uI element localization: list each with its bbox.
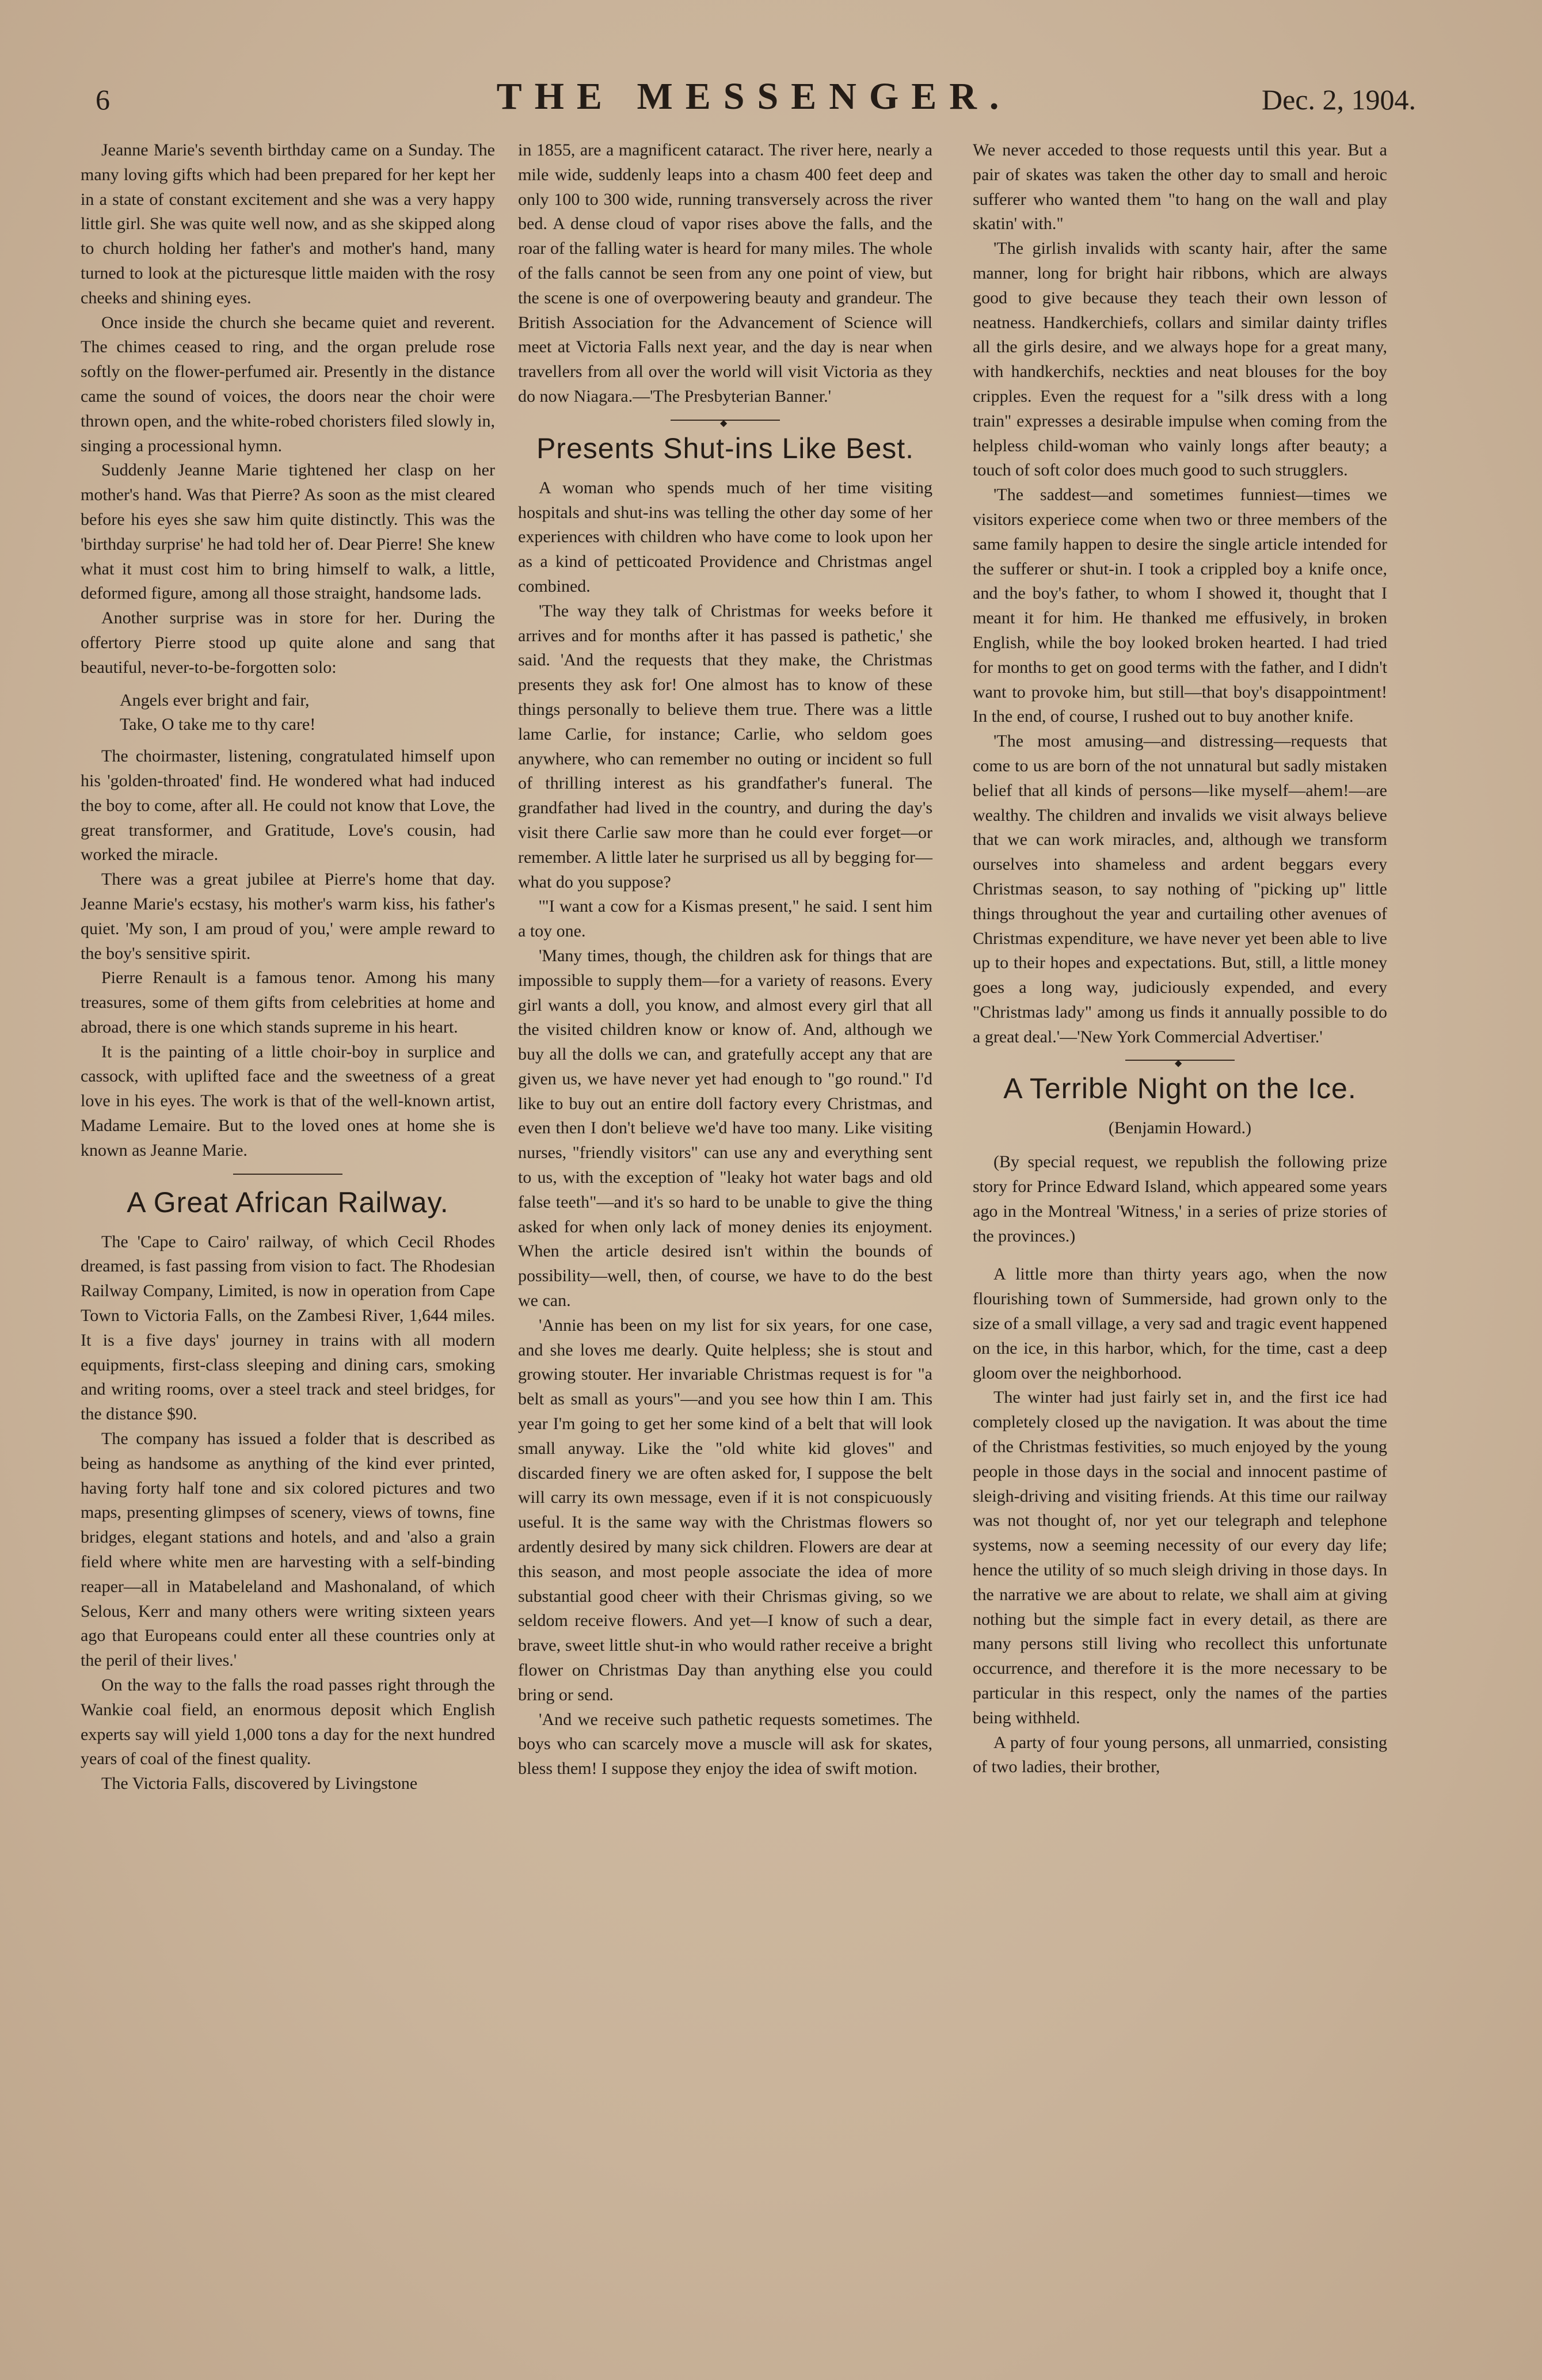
page-header [92, 75, 1416, 121]
section-divider [233, 1174, 342, 1175]
article-heading: A Great African Railway. [127, 1186, 449, 1218]
article-heading: A Terrible Night on the Ice. [1003, 1072, 1357, 1105]
paragraph: Pierre Renault is a famous tenor. Among his many treasures, some of them gifts from celebrities at home and abroad, there is one which stands supreme in his heart. [81, 968, 495, 1037]
paragraph: 'And we receive such pathetic requests sometimes. The boys who can scarcely move a muscle will ask for skates, bless them! I suppose they enjoy the idea of swift motion. [518, 1709, 932, 1779]
paragraph: A party of four young persons, all unmarried, consisting of two ladies, their brother, [973, 1732, 1387, 1777]
paragraph: The choirmaster, listening, congratulated himself upon his 'golden-throated' find. He wondered what had induced the boy to come, after all. He could not know that Love, the great transformer, and Gratitude, Love's cousin, had worked the miracle. [81, 747, 495, 865]
paragraph: The 'Cape to Cairo' railway, of which Cecil Rhodes dreamed, is fast passing from vision to fact. The Rhodesian Railway Company, Limited, is now in operation from Cape Town to Victoria Falls, on the Zambesi River, 1,644 miles. It is a five days' journey in trains with all modern equipments, first-class sleeping and dining cars, smoking and writing rooms, over a steel track and steel bridges, for the distance $90. [81, 1232, 495, 1424]
article-heading: Presents Shut-ins Like Best. [536, 432, 915, 464]
paragraph: A woman who spends much of her time visiting hospitals and shut-ins was telling the other day some of her experiences with children who have come to look upon her as a kind of petticoated Providence and Christmas angel combined. [518, 478, 932, 596]
column-3 [973, 138, 1387, 1780]
paragraph: 'Many times, though, the children ask for things that are impossible to supply them—for a variety of reasons. Every girl wants a doll, you know, and almost every girl that all the visited children know or know of. And, although we buy all the dolls we can, and gratefully accept any that are given us, we have never yet had enough to "go round." I'd like to buy out an entire doll factory every Christmas, and even then I don't believe we'd have too many. Like visiting nurses, "friendly visitors" can use any and everything sent to us, with the exception of "leaky hot water bags and old false teeth"—and it's so hard to be unable to give the thing asked for when only lack of money denies its enjoyment. When the article desired isn't within the bounds of possibility—well, then, of course, we have to do the best we can. [518, 946, 932, 1311]
paragraph: '"I want a cow for a Kismas present," he said. I sent him a toy one. [518, 897, 932, 941]
paragraph: 'The saddest—and sometimes funniest—times we visitors experiece come when two or three members of the same family happen to desire the single article intended for the sufferer or shut-in. I took a crippled boy a knife once, and the boy's father, to whom I showed it, thought that I meant it for him. He thanked me effusively, in broken English, while the boy looked broken hearted. I had tried for months to get on good terms with the father, and I didn't want to provoke him, but still—that boy's disappointment! In the end, of course, I rushed out to buy another knife. [973, 485, 1387, 726]
issue-date: Dec. 2, 1904. [1262, 83, 1416, 116]
paragraph: We never acceded to those requests until this year. But a pair of skates was taken the other day to small and heroic sufferer who wanted them "to hang on the wall and play skatin' with." [973, 140, 1387, 234]
paragraph: Suddenly Jeanne Marie tightened her clasp on her mother's hand. Was that Pierre? As soon as the mist cleared before his eyes she saw him quite distinctly. This was the 'birthday surprise' he had told her of. Dear Pierre! She knew what it must cost him to bring himself to walk, a little, deformed figure, among all those straight, handsome lads. [81, 460, 495, 603]
paragraph: It is the painting of a little choir-boy in surplice and cassock, with uplifted face and the sweetness of a great love in his eyes. The work is that of the well-known artist, Madame Lemaire. But to the loved ones at home she is known as Jeanne Marie. [81, 1042, 495, 1160]
masthead: THE MESSENGER. [496, 75, 1012, 117]
verse-line: Take, O take me to thy care! [120, 715, 316, 734]
section-divider [671, 420, 780, 421]
paragraph: Another surprise was in store for her. During the offertory Pierre stood up quite alone and sang that beautiful, never-to-be-forgotten solo: [81, 608, 495, 677]
paragraph: 'The way they talk of Christmas for weeks before it arrives and for months after it has passed is pathetic,' she said. 'And the requests that they make, the Christmas presents they ask for! One almost has to know of these things personally to believe them true. There was a little lame Carlie, for instance; Carlie, who seldom goes anywhere, who can remember no outing or incident so full of thrilling interest as his grandfather's funeral. The grandfather had lived in the country, and during the day's visit there Carlie saw more than he could ever forget—or remember. A little later he surprised us all by begging for—what do you suppose? [518, 601, 932, 892]
paragraph: The Victoria Falls, discovered by Livingstone [101, 1774, 418, 1793]
paragraph: There was a great jubilee at Pierre's home that day. Jeanne Marie's ecstasy, his mother's warm kiss, his father's quiet. 'My son, I am proud of you,' were ample reward to the boy's sensitive spirit. [81, 870, 495, 963]
paragraph: 'The most amusing—and distressing—requests that come to us are born of the not unnatural but sadly mistaken belief that all kinds of persons—like myself—ahem!—are wealthy. The children and invalids we visit always believe that we can work miracles, and, although we transform ourselves into shameless and ardent beggars every Christmas season, to say nothing of "picking up" little things throughout the year and curtailing other avenues of Christmas expenditure, we have never yet been able to live up to their hopes and expectations. But, still, a little money goes a long way, judiciously expended, and every "Christmas lady" among us finds it annually possible to do a great deal.'—'New York Commercial Advertiser.' [973, 732, 1387, 1046]
paragraph: Once inside the church she became quiet and reverent. The chimes ceased to ring, and the organ prelude rose softly on the flower-perfumed air. Presently in the distance came the sound of voices, the doors near the choir were thrown open, and the white-robed choristers filed slowly in, singing a processional hymn. [81, 313, 495, 455]
verse-line: Angels ever bright and fair, [120, 690, 310, 710]
paragraph: Jeanne Marie's seventh birthday came on a Sunday. The many loving gifts which had been prepared for her kept her in a state of constant excitement and she was a very happy little girl. She was quite well now, and as she skipped along to church holding her father's and mother's hand, many turned to look at the picturesque little maiden with the rosy cheeks and shining eyes. [81, 140, 495, 307]
byline: (Benjamin Howard.) [1108, 1118, 1252, 1138]
paragraph: in 1855, are a magnificent cataract. The river here, nearly a mile wide, suddenly leaps into a chasm 400 feet deep and only 100 to 300 wide, running transversely across the river bed. A dense cloud of vapor rises above the falls, and the roar of the falling water is heard for many miles. The whole of the falls cannot be seen from any one point of view, but the scene is one of overpowering beauty and grandeur. The British Association for the Advancement of Science will meet at Victoria Falls next year, and the day is near when travellers from all over the world will visit Victoria as they do now Niagara.—'The Presbyterian Banner.' [518, 140, 932, 406]
page-number: 6 [96, 83, 110, 116]
paragraph: A little more than thirty years ago, when the now flourishing town of Summerside, had grown only to the size of a small village, a very sad and tragic event happened on the ice, in this harbor, which, for the time, cast a deep gloom over the neighborhood. [973, 1265, 1387, 1383]
editor-note: (By special request, we republish the following prize story for Prince Edward Island, which appeared some years ago in the Montreal 'Witness,' in a series of prize stories of the provinces.) [973, 1152, 1387, 1246]
paragraph: 'The girlish invalids with scanty hair, after the same manner, long for bright hair ribbons, which are always good to give because they teach their own lesson of neatness. Handkerchiefs, collars and similar dainty trifles all the girls desire, and we always hope for a great many, with handkerchifs, neckties and neat blouses for the boy cripples. Even the request for a "silk dress with a long train" expresses a desirable impulse when coming from the helpless child-woman who vainly longs after beauty; a touch of soft color does much good to such strugglers. [973, 239, 1387, 480]
column-2 [518, 138, 932, 1781]
column-1 [81, 138, 495, 1796]
paragraph: 'Annie has been on my list for six years, for one case, and she loves me dearly. Quite helpless; she is stout and growing stouter. Her invariable Christmas request is for "a belt as small as yours"—and you see how thin I am. This year I'm going to get her some kind of a belt that will look small anyway. Like the "old white kid gloves" and discarded finery we are often asked for, I suppose the belt will carry its own message, even if it is not conspicuously useful. It is the same way with the Christmas flowers so ardently desired by many sick children. Flowers are dear at this season, and most people associate the idea of more substantial good cheer with their Chrismas giving, so we seldom receive flowers. And yet—I know of such a dear, brave, sweet little shut-in who would rather receive a bright flower on Christmas Day than anything else you could bring or send. [518, 1315, 932, 1704]
section-divider [1125, 1060, 1235, 1061]
paragraph: The company has issued a folder that is described as being as handsome as anything of the kind ever printed, having forty half tone and six colored pictures and two maps, presenting glimpses of scenery, views of towns, fine bridges, elegant stations and hotels, and and 'also a grain field where white men are harvesting with a self-binding reaper—all in Matabeleland and Mashonaland, of which Selous, Kerr and many others were writing sixteen years ago that Europeans could enter all these countries only at the peril of their lives.' [81, 1429, 495, 1670]
paragraph: On the way to the falls the road passes right through the Wankie coal field, an enormous deposit which English experts say will yield 1,000 tons a day for the next hundred years of coal of the finest quality. [81, 1675, 495, 1769]
verse [120, 688, 495, 738]
paragraph: The winter had just fairly set in, and the first ice had completely closed up the navigation. It was about the time of the Christmas festivities, so much enjoyed by the young people in those days in the social and innocent pastime of sleigh-driving and visiting friends. At this time our railway was not thought of, nor yet our telegraph and telephone systems, now a seeming necessity of our every day life; hence the utility of so much sleigh driving in those days. In the narrative we are about to relate, we shall aim at giving nothing but the simple fact in every detail, as there are many persons still living who recollect this unfortunate occurrence, and therefore it is the more necessary to be particular in this respect, only the names of the parties being withheld. [973, 1388, 1387, 1727]
